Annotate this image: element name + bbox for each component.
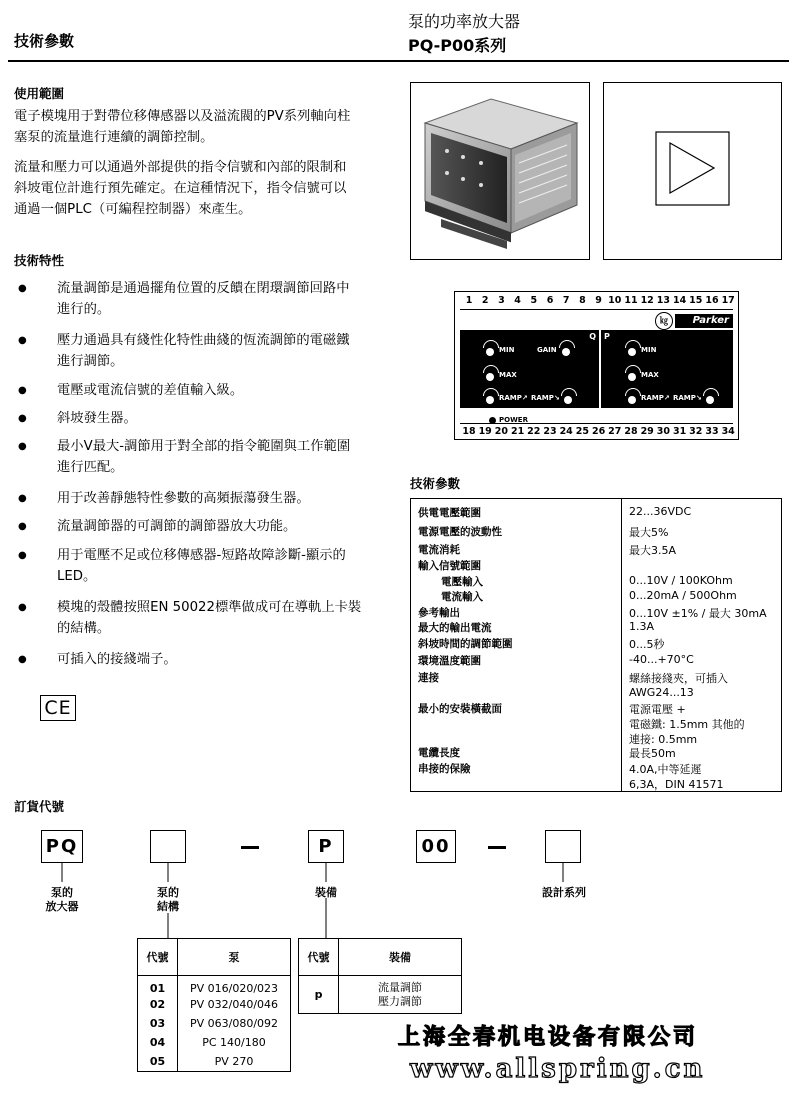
spec-value: 最長50m [629, 747, 676, 760]
para-line: 塞泵的流量進行連續的調節控制。 [14, 130, 214, 145]
terminal-number: 21 [510, 426, 525, 437]
spec-label: 電纜長度 [418, 747, 460, 759]
usage-title: 使用範圍 [14, 86, 65, 101]
spec-label: 電流輸入 [441, 591, 483, 603]
pump-model: PC 140/180 [178, 1033, 291, 1052]
ce-mark: CE [44, 697, 72, 719]
terminal-number: 25 [575, 426, 589, 437]
p-ramp-up-label: RAMP↗ [641, 394, 670, 402]
q-max-label: MAX [499, 371, 517, 379]
pump-model: PV 063/080/092 [178, 1014, 291, 1033]
feature-line: 用于改善靜態特性參數的高頻振蕩發生器。 [57, 491, 310, 506]
spec-label: 供電電壓範圍 [418, 507, 481, 519]
feature-line: 進行的。 [57, 302, 111, 317]
pump-row [138, 995, 291, 1014]
para-line: 斜坡電位計進行預先確定。在這種情況下，指令信號可以 [14, 181, 347, 196]
spec-value: 最大5% [629, 526, 669, 539]
code-box-zero: 00 [416, 830, 456, 863]
spec-value: 電磁鐵: 1.5mm 其他的 [629, 718, 745, 731]
terminal-number: 6 [546, 295, 554, 306]
terminal-number: 29 [640, 426, 654, 437]
feature-line: 進行調節。 [57, 354, 124, 369]
parker-logo-icon: ㎏ [655, 312, 673, 330]
pump-table-body [138, 976, 291, 1072]
parker-brand: Parker [675, 314, 733, 328]
equip-code: p [299, 976, 339, 1014]
terminal-number: 20 [494, 426, 508, 437]
pump-code: 05 [138, 1052, 178, 1071]
terminal-number: 27 [608, 426, 622, 437]
spec-value: 1.3A [629, 620, 655, 633]
bullet-icon: ● [18, 441, 27, 452]
spec-value: 4.0A,中等延遲 [629, 763, 702, 776]
pump-row [138, 976, 291, 996]
spec-label: 最大的輸出電流 [418, 622, 492, 634]
bullet-icon: ● [18, 550, 27, 561]
terminal-number: 3 [498, 295, 505, 306]
spec-value: 0...10V ±1% / 最大 30mA [629, 607, 767, 620]
pump-code: 04 [138, 1033, 178, 1052]
spec-value: 6,3A，DIN 41571 [629, 778, 724, 791]
spec-value: 電源電壓 + [629, 703, 686, 716]
label-line: 泵的 [157, 886, 179, 899]
terminal-number: 15 [689, 295, 703, 306]
terminal-number: 14 [672, 295, 687, 306]
spec-value: 0...5秒 [629, 638, 665, 651]
q-ramp-down-label: RAMP↘ [531, 394, 560, 402]
feature-line: 可插入的接綫端子。 [57, 652, 177, 667]
pump-row [138, 1014, 291, 1033]
power-label: POWER [499, 416, 528, 424]
feature-line: 最小V最大-調節用于對全部的指令範圍與工作範圍 [57, 439, 351, 454]
pump-code: 02 [138, 995, 178, 1014]
q-min-label: MIN [499, 346, 515, 354]
terminal-number: 26 [591, 426, 606, 437]
spec-label: 最小的安裝橫截面 [418, 703, 502, 715]
terminal-number: 34 [721, 426, 735, 437]
bullet-icon: ● [18, 493, 27, 504]
terminal-number: 19 [478, 426, 492, 437]
feature-line: 流量調節是通過擺角位置的反饋在閉環調節回路中 [57, 281, 350, 296]
pump-code: 03 [138, 1014, 178, 1033]
terminal-number: 17 [721, 295, 735, 306]
spec-value: 連接: 0.5mm [629, 733, 698, 746]
para-line: 通過一個PLC（可編程控制器）來產生。 [14, 202, 252, 217]
product-series: PQ-P00系列 [408, 36, 507, 55]
spec-label: 斜坡時間的調節範圍 [418, 638, 513, 650]
equip-flow: 流量調節 [378, 980, 422, 994]
equip-desc [339, 976, 462, 1014]
feature-line: 流量調節器的可調節的調節器放大功能。 [57, 519, 297, 534]
bullet-icon: ● [18, 521, 27, 532]
terminal-number: 7 [562, 295, 570, 306]
terminal-number: 31 [672, 426, 687, 437]
p-min-label: MIN [641, 346, 657, 354]
spec-value: 22...36VDC [629, 505, 692, 518]
label-amp [38, 886, 86, 914]
feature-line: 的結構。 [57, 621, 111, 636]
spec-value: 0...20mA / 500Ohm [629, 589, 737, 602]
pump-col-pump: 泵 [178, 939, 291, 976]
terminal-number: 10 [608, 295, 622, 306]
spec-label: 輸入信號範圍 [418, 560, 481, 572]
feature-line: LED。 [57, 569, 97, 584]
pump-model: PV 032/040/046 [178, 995, 291, 1014]
watermark-url: www.allspring.cn [410, 1054, 706, 1084]
terminal-number: 23 [543, 426, 557, 437]
pump-model: PV 016/020/023 [178, 976, 291, 996]
code-box-equip: P [308, 830, 344, 863]
terminal-number: 18 [462, 426, 476, 437]
para-line: 流量和壓力可以通過外部提供的指令信號和內部的限制和 [14, 160, 347, 175]
bullet-icon: ● [18, 335, 27, 346]
terminal-number: 8 [579, 295, 586, 306]
spec-value: 最大3.5A [629, 544, 677, 557]
terminal-number: 30 [656, 426, 670, 437]
terminal-number: 22 [527, 426, 541, 437]
pump-row [138, 1052, 291, 1071]
feature-line: 壓力通過具有綫性化特性曲綫的恆流調節的電磁鐵 [57, 333, 350, 348]
terminal-number: 12 [640, 295, 654, 306]
spec-label: 電源電壓的波動性 [418, 526, 502, 538]
bullet-icon: ● [18, 385, 27, 396]
terminal-number: 24 [559, 426, 573, 437]
q-ramp-up-label: RAMP↗ [499, 394, 528, 402]
label-line: 泵的 [51, 886, 73, 899]
spec-label: 串接的保險 [418, 763, 471, 775]
label-line: 放大器 [45, 900, 79, 913]
pump-code: 01 [138, 976, 178, 996]
spec-value: AWG24...13 [629, 686, 694, 699]
spec-value: 0...10V / 100KOhm [629, 574, 733, 587]
specs-title: 技術參數 [410, 476, 461, 491]
features-title: 技術特性 [14, 253, 65, 268]
equip-col-equip: 裝備 [339, 939, 462, 976]
p-ramp-down-label: RAMP↘ [673, 394, 702, 402]
pump-col-code: 代號 [138, 939, 178, 976]
terminal-number: 1 [465, 295, 473, 306]
p-section-label: P [604, 332, 610, 341]
terminal-number: 33 [705, 426, 719, 437]
terminal-number: 9 [595, 295, 602, 306]
terminal-number: 4 [514, 295, 521, 306]
equip-col-code: 代號 [299, 939, 339, 976]
para-line: 電子模塊用于對帶位移傳感器以及溢流閥的PV系列軸向柱 [14, 109, 351, 124]
page-title: 技術參數 [14, 32, 75, 50]
feature-line: 斜坡發生器。 [57, 411, 137, 426]
terminal-number: 11 [624, 295, 638, 306]
p-max-label: MAX [641, 371, 659, 379]
terminal-number: 13 [656, 295, 670, 306]
q-section-label: Q [589, 332, 596, 341]
label-design: 設計系列 [542, 886, 586, 899]
label-structure [144, 886, 192, 914]
equip-code-table [298, 938, 462, 1014]
code-box-amp: PQ [41, 830, 83, 863]
spec-label: 環境溫度範圍 [418, 655, 481, 667]
spec-value: -40...+70°C [629, 653, 694, 666]
feature-line: 模塊的殼體按照EN 50022標準做成可在導軌上卡裝 [57, 600, 362, 615]
feature-line: 進行匹配。 [57, 460, 124, 475]
label-line: 結構 [157, 900, 179, 913]
spec-value: 螺絲接綫夾，可插入 [629, 672, 728, 685]
label-equip: 裝備 [315, 886, 337, 899]
pump-code-table [137, 938, 291, 1072]
bullet-icon: ● [18, 283, 27, 294]
spec-label: 參考輸出 [418, 607, 460, 619]
feature-line: 電壓或電流信號的差值輸入級。 [57, 383, 244, 398]
spec-label: 電壓輸入 [441, 576, 483, 588]
terminal-number: 28 [624, 426, 638, 437]
spec-label: 電流消耗 [418, 544, 460, 556]
bullet-icon: ● [18, 413, 27, 424]
feature-line: 用于電壓不足或位移傳感器-短路故障診斷-顯示的 [57, 548, 346, 563]
terminal-number: 32 [689, 426, 703, 437]
equip-pressure: 壓力調節 [378, 994, 422, 1008]
bullet-icon: ● [18, 602, 27, 613]
ordering-title: 訂貨代號 [14, 799, 65, 814]
bullet-icon: ● [18, 654, 27, 665]
terminal-number: 5 [530, 295, 538, 306]
pump-row [138, 1033, 291, 1052]
terminal-number: 16 [705, 295, 719, 306]
terminal-number: 2 [481, 295, 489, 306]
watermark-company: 上海全春机电设备有限公司 [398, 1024, 699, 1050]
q-gain-label: GAIN [537, 346, 557, 354]
spec-label: 連接 [418, 672, 439, 684]
product-title: 泵的功率放大器 [408, 12, 521, 31]
pump-model: PV 270 [178, 1052, 291, 1071]
